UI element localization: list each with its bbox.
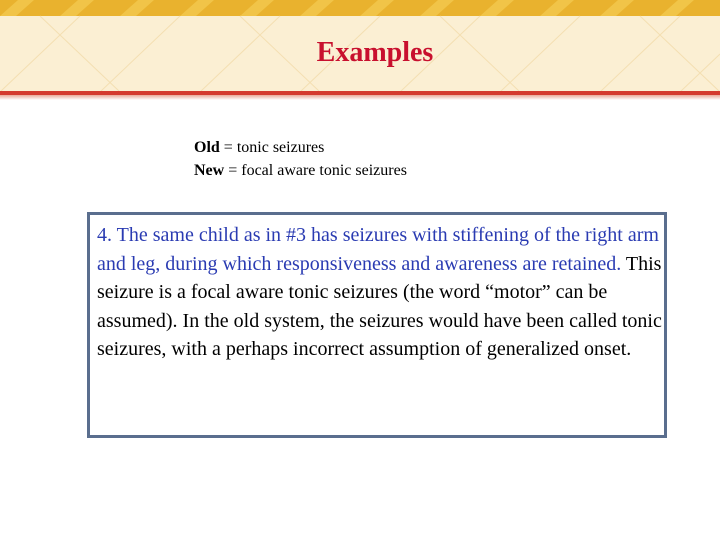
case-example-box bbox=[87, 212, 667, 438]
legend-old-label: Old bbox=[194, 139, 220, 156]
legend-old-line bbox=[194, 136, 407, 159]
legend-new-text: = focal aware tonic seizures bbox=[224, 162, 407, 179]
slide-title: Examples bbox=[316, 37, 434, 68]
legend-old-text: = tonic seizures bbox=[219, 139, 325, 156]
legend-new-line bbox=[194, 159, 407, 182]
legend-new-label: New bbox=[194, 162, 225, 179]
header-divider-shadow bbox=[0, 95, 720, 100]
slide-header bbox=[0, 0, 720, 92]
case-description: 4. The same child as in #3 has seizures with stiffening of the right arm and leg, during which responsiveness and awareness are retained. bbox=[97, 224, 659, 275]
case-example-text bbox=[97, 221, 665, 364]
terminology-legend bbox=[194, 136, 407, 182]
case-explanation: This seizure is a focal aware tonic seizures (the word “motor” can be assumed). In the old system, the seizures would have been called tonic seizures, with a perhaps incorrect assumption of generalized onset. bbox=[97, 252, 662, 360]
